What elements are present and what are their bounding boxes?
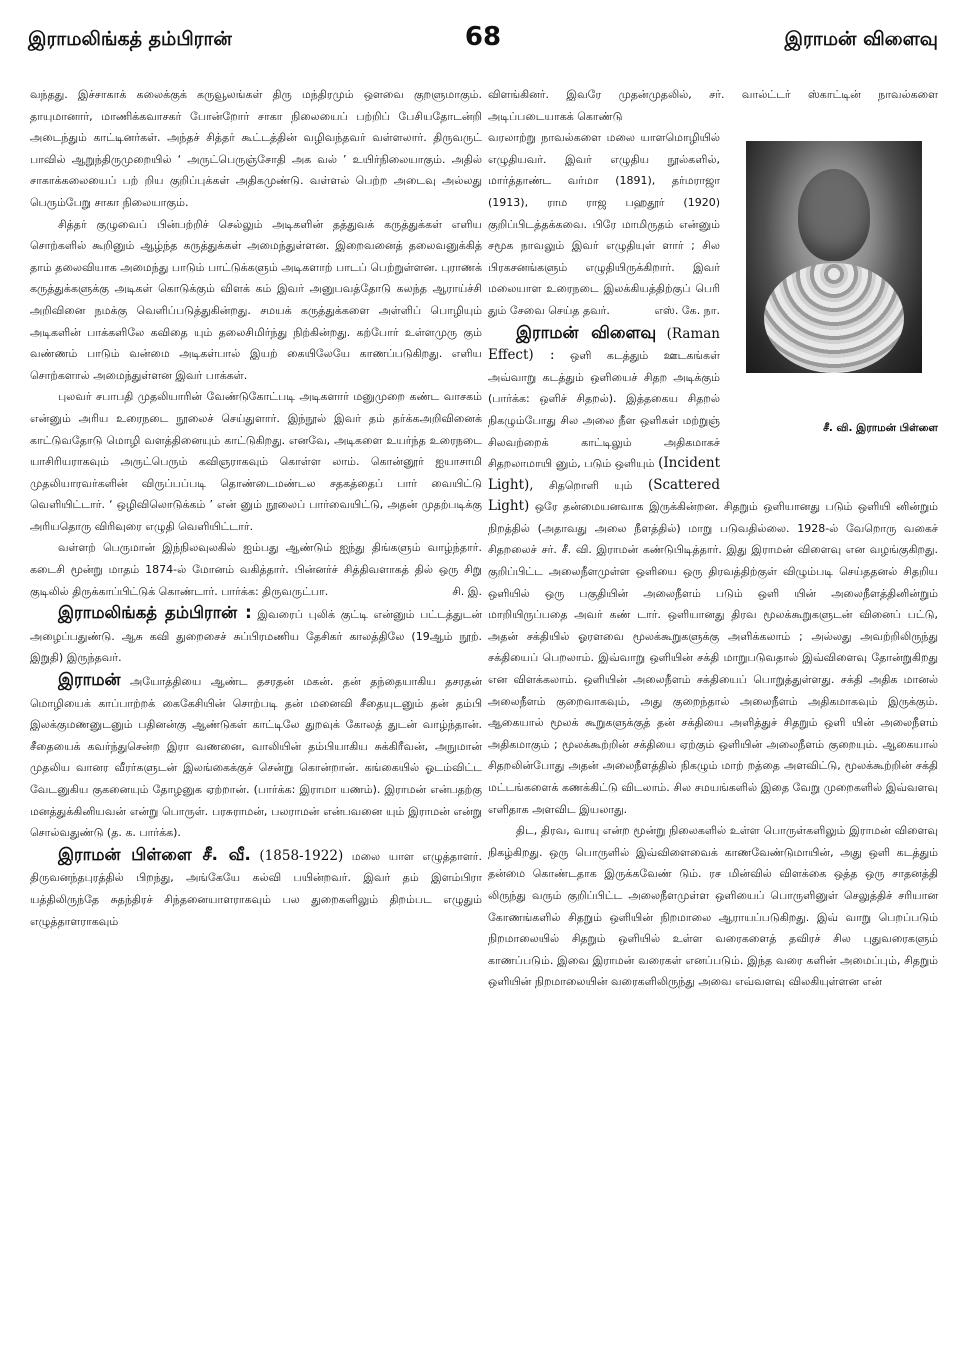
entry-ramalinga-thambiran xyxy=(30,602,482,669)
paragraph-text: வரலாற்று நாவல்களை மலை யாளமொழியில் எழுதியவர். இவர் எழுதிய நூல்களில், மார்த்தாண்ட வர்மா (1891), தர்மராஜா (1913), ராம ராஜ பஹதூர் (1920) குறிப்பிடத்தக்கவை. பிரே மாமிருதம் என்னும் சமூக நாவலும் இவர் எழுதியுள் ளார் ; சில பிரகசனங்களும் எழுதியிருக்கிறார். இவர் மலையாள உரைநடை இலக்கியத்திற்குப் பெரி தும் சேவை செய்த தவர். xyxy=(488,131,720,317)
entry-raman xyxy=(30,669,482,844)
entry-heading: இராமன் பிள்ளை சீ. வீ. xyxy=(58,844,251,864)
paragraph-life-end xyxy=(30,537,482,602)
paragraph-vallalar-saka: வந்தது. இச்சாகாக் கலைக்குக் கருவூலங்கள் திரு மந்திரமும் ஒளவை குறளுமாகும். தாயுமானார், மாணிக்கவாசகர் போன்றோர் சாகா நிலையைப் பற்றிப் பேசியதோடன்றி அடைந்தும் காட்டினர்கள். அந்தச் சித்தர் கூட்டத்தின் வழிவந்தவர் வள்ளலார். திருவருட் பாவில் ஆறுந்திருமுறையில் ‘ அருட்பெருஞ்சோதி அக வல் ’ உயிர்நிலையாகும். அதில் சாகாக்கலையைப் பற் றிய குறிப்புக்கள் அதிகமுண்டு. வள்ளல் பெற்ற அடைவு அல்லது பெரும்பேறு சாகா நிலையாகும். xyxy=(30,88,482,209)
term-incident-light: (Incident Light), xyxy=(488,455,721,493)
face-shape xyxy=(798,169,870,261)
right-column xyxy=(488,84,938,1354)
entry-body: இவரைப் புலிக் குட்டி என்னும் பட்டத்துடன் அழைப்பதுண்டு. ஆசு கவி துறைசைச் சுப்பிரமணிய தேசிகர் காலத்திலே (19ஆம் நூற். இறுதி) இருந்தவர். xyxy=(30,608,482,665)
paragraph-life-end-text: வள்ளற் பெருமான் இந்நிலவுலகில் ஐம்பது ஆண்டும் ஐந்து திங்களும் வாழ்ந்தார். கடைசி மூன்று மாதம் 1874-ல் மோனம் வகித்தார். பின்னர்ச் சித்திவளாகத் தில் ஒரு சிறு குடிலில் திருக்காப்பிட்டுக் கொண்டார். பார்க்க: திருவருட்பா. xyxy=(30,541,482,598)
paragraph-prose-works: புலவர் சபாபதி முதலியாரின் வேண்டுகோட்படி அடிகளார் மனுமுறை கண்ட வாசகம் என்னும் அரிய உரைநடை நூலைச் செய்துளார். இந்நூல் இவர் தம் தர்க்கஅறிவினைக் காட்டுவதோடு மொழி வளத்தினையும் காட்டுகிறது. எனவே, அடிகளை உயர்ந்த உரைநடை யாசிரியராகவும் அருட்பெரும் கவிஞராகவும் கொள்ள லாம். கொன்னூர் ஐயாசாமி முதலியாரவர்களின் விருப்பப்படி தொண்டைமண்டல சதகத்தைப் பார் வையிட்டு வெளியிட்டார். ‘ ஒழிவிலொடுக்கம் ’ என் னும் நூலைப் பார்வையிட்டு, அதன் முதற்படிக்கு அரியதொரு விரிவுரை எழுதி வெளியிட்டார். xyxy=(30,390,482,533)
entry-heading: இராமன் விளைவு xyxy=(516,322,657,342)
portrait-figure xyxy=(730,141,938,471)
term-scattered-light: (Scattered Light) xyxy=(488,476,720,515)
paragraph-raman-lines: திட, திரவ, வாயு என்ற மூன்று நிலைகளில் உள்ள பொருள்களிலும் இராமன் விளைவு நிகழ்கிறது. ஒரு பொருளில் இவ்விளைவைக் காணவேண்டுமாயின், அது ஒளி கடத்தும் தன்மை கொண்டதாக இருக்கவேண் டும். ரச மின்வில் விளக்கை ஒத்த ஒரு சாதனத்தி லிருந்து வரும் குறிப்பிட்ட அலைநீளமுள்ள ஒளியைப் பொருளினுள் செலுத்திச் சரியான கோணங்களில் சிதறும் ஒளியின் நிறமாலை ஆராயப்படுகிறது. இவ் வாறு பெறப்படும் நிறமாலையில் சிதறும் ஒளியில் உள்ள வரைகளைத் தவிரச் சில புதுவரைகளும் காணப்படும். இவை இராமன் வரைகள் எனப்படும். இந்த வரை களின் அமைப்பும், சிதறும் ஒளியின் நிறமாலையின் வரைகளிலிருந்து அவை எவ்வளவு விலகியுள்ளன என் xyxy=(488,824,938,989)
portrait-caption: சீ. வி. இராமன் பிள்ளை xyxy=(823,422,938,435)
portrait-photo xyxy=(746,141,922,373)
page-number: 68 xyxy=(464,22,502,52)
entry-body-a: ஒளி கடத்தும் ஊடகங்கள் அவ்வாறு கடத்தும் ஒளியைச் சிதற அடிக்கும் (பார்க்க: ஒளிச் சிதறல்). இத்தகைய சிதறல் நிகழும்போது சில அலை நீள ஒளிகள் மற்றுஞ் சிலவற்றைக் காட்டிலும் அதிகமாகச் சிதறலாமாயி னும், படும் ஒளியும் xyxy=(488,349,721,471)
running-head-right: இராமன் விளைவு xyxy=(784,28,938,50)
running-head-left: இராமலிங்கத் தம்பிரான் xyxy=(28,28,232,50)
entry-raman-pillai xyxy=(30,844,482,932)
entry-english-title: (Raman Effect) : xyxy=(488,325,720,364)
entry-body: அயோத்தியை ஆண்ட தசரதன் மகன். தன் தந்தையாகிய தசரதன் மொழியைக் காப்பாற்றக் கைகேசியின் சொற்படி தன் மனைவி சீதையுடனும் தன் தம்பி இலக்குமணனுடனும் பதினன்கு ஆண்டுகள் காட்டிலே துறவுக் கோலத் துடன் வாழ்ந்தான். சீதையைக் கவர்ந்துசென்ற இரா வணனை, வாலியின் தம்பியாகிய சுக்கிரீவன், அநுமான் முதலிய வானர வீரர்களுடன் இலங்கைக்குச் சென்று கொன்றான். கங்கையில் ஓடம்விட்ட வேடனுகிய குகனையும் தோழனுக ஏற்றான். (பார்க்க: இராமா யணம்). இராமன் என்பதற்கு மனத்துக்கினியவன் என்று பொருள். பரசுராமன், பலராமன் என்பவனை யும் இராமன் என்று சொல்வதுண்டு (த. க. பார்க்க). xyxy=(30,675,482,840)
page-header xyxy=(28,22,938,62)
entry-body-c: ஒரே தன்மையனவாக இருக்கின்றன. சிதறும் ஒளியானது படும் ஒளியி னின்றும் நிறத்தில் (அதாவது அலை நீளத்தில்) மாறு படுவதில்லை. 1928-ல் வேறொரு வகைச் சிதறலைச் சர். சீ. வி. இராமன் கண்டுபிடித்தார். இது இராமன் விளைவு என வழங்குகிறது. குறிப்பிட்ட அலைநீளமுள்ள ஒளியை ஒரு திரவத்திற்குள் விழும்படி செய்ததனல் சிதறிய ஒளியில் ஒரு பகுதியின் அலைநீளம் படும் ஒளி யின் அலைநீளத்தினின்றும் மாறியிருப்பதை அவர் கண் டார். ஒளியானது திரவ மூலக்கூறுகளுடன் வினைப் பட்டு, அதன் சக்தியில் ஓரளவை மூலக்கூறுகளுக்கு அளிக்கலாம் ; அல்லது அவற்றிலிருந்து சக்தியைப் பெறலாம். இவ்வாறு ஒளியின் சக்தி மாறுபடுவதால் இவ்விளைவு தோன்றுகிறது என விளக்கலாம். ஒளியின் அலைநீளம் சக்தியைப் பொறுத்துள்ளது. சக்தி அதிக மானல் அலைநீளம் குறைவாகவும், அது குறைந்தால் அலைநீளம் அதிகமாகவும் இருக்கும். ஆகையால் மூலக் கூறுகளுக்குத் தன் சக்தியை அளித்துச் சிதறும் ஒளி யின் அலைநீளம் அதிகமாகும் ; மூலக்கூற்றின் சக்தியை ஏற்கும் ஒளியின் அலைநீளம் குறையும். ஆகையால் சிதறலின்போது அதன் அலைநீளத்தில் நிகழும் மாற் றத்தை அளவிட்டு, மூலக்கூற்றின் சக்தி மட்டங்களைக் கணக்கிட்டு விடலாம். சில சமயங்களில் இதை வேறு முறைகளில் இவ்வளவு எளிதாக அளவிட இயலாது. xyxy=(488,500,938,816)
entry-heading: இராமலிங்கத் தம்பிரான் : xyxy=(58,603,252,623)
entry-heading: இராமன் xyxy=(58,670,121,690)
author-initials: சி. இ. xyxy=(452,584,482,598)
paragraph-siddhar-philosophy: சித்தர் குழுவைப் பின்பற்றிச் செல்லும் அடிகளின் தத்துவக் கருத்துக்கள் எளிய சொற்களில் கூறினும் ஆழ்ந்த கருத்துக்கள் அமைந்துள்ளன. இறைவனைத் தலைவனுக்கித் தாம் தலைவியாக அமைந்து பாடும் பாட்டுக்களும் அடிகளாற் பாடப் பெற்றுள்ளன. புராணக் கருத்துக்களுக்கு அடிகள் கொடுக்கும் விளக் கம் இவர் அனுபவத்தோடு கலந்த ஆராய்ச்சி அறிவினை நமக்கு வெளிப்படுத்துகின்றது. சமயக் கருத்துக்களை அள்ளிப் பொழியும் அடிகளின் பாக்களிலே கவிதை யும் தலைசிமிர்ந்து நிற்கின்றது. கற்போர் உள்ளமுரு கும் வண்ணம் பாடும் வன்மை அடிகள்பால் இயற் கையிலேயே காணப்படுகிறது. எளிய சொற்களால் அமைந்துள்ளன இவர் பாக்கள். xyxy=(30,217,482,382)
entry-years: (1858-1922) xyxy=(259,847,344,864)
paragraph-raman-pillai-cont: விளங்கினர். இவரே முதன்முதலில், சர். வால்ட்டர் ஸ்காட்டின் நாவல்களை அடிப்படையாகக் கொண்டு xyxy=(488,88,938,123)
entry-body-b: சிதறொளி யும் xyxy=(549,478,633,492)
garland-shape xyxy=(764,263,904,373)
author-initials: எஸ். கே. நா. xyxy=(654,303,720,317)
left-column xyxy=(30,84,482,1354)
entry-body: மலை யாள எழுத்தாளர். திருவனந்தபுரத்தில் பிறந்து, அங்கேயே கல்வி பயின்றவர். இவர் தம் இளம்பிரா யத்திலிருந்தே சுதந்திரச் சிந்தனையாளராகவும் பல துறைகளிலும் திறம்பட எழுதும் எழுத்தாளராகவும் xyxy=(30,849,482,928)
